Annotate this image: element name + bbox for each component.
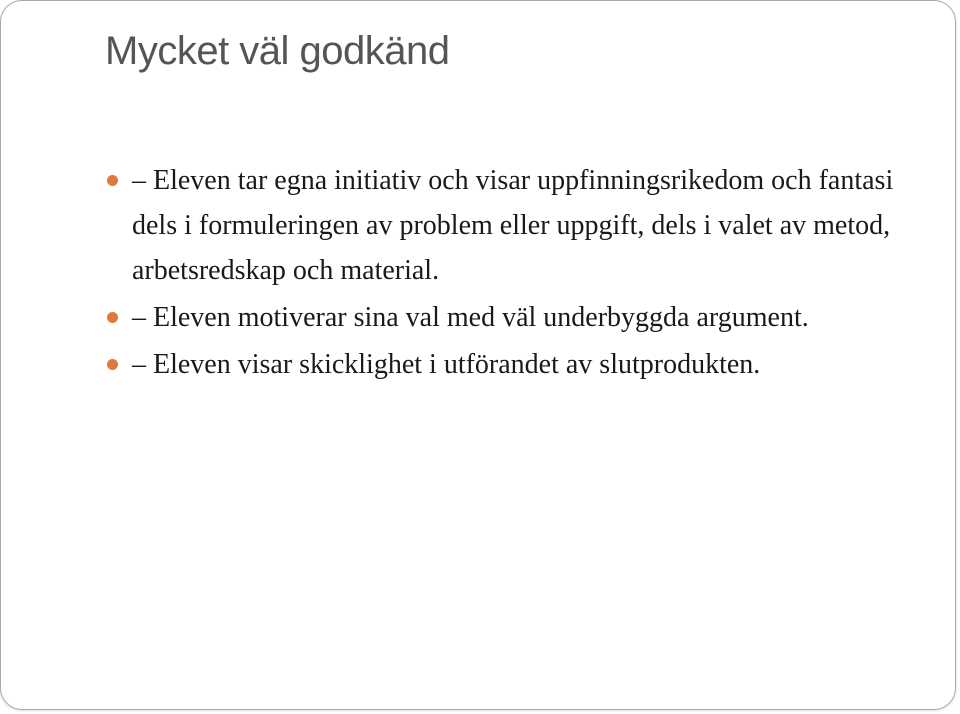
bullet-dot-icon [107, 359, 118, 370]
bullet-dot-icon [107, 312, 118, 323]
bullet-text: – Eleven motiverar sina val med väl underbyggda argument. [132, 302, 809, 333]
list-item [105, 342, 905, 387]
bullet-text: – Eleven tar egna initiativ och visar uppfinningsrikedom och fantasi dels i formuleringen av problem eller uppgift, dels i valet av metod, arbetsredskap och material. [132, 165, 894, 286]
bullet-text: – Eleven visar skicklighet i utförandet av slutprodukten. [132, 349, 761, 380]
bullet-list [105, 158, 905, 389]
slide-title: Mycket väl godkänd [105, 29, 450, 73]
list-item [105, 158, 905, 293]
bullet-dot-icon [107, 175, 118, 186]
list-item [105, 295, 905, 340]
